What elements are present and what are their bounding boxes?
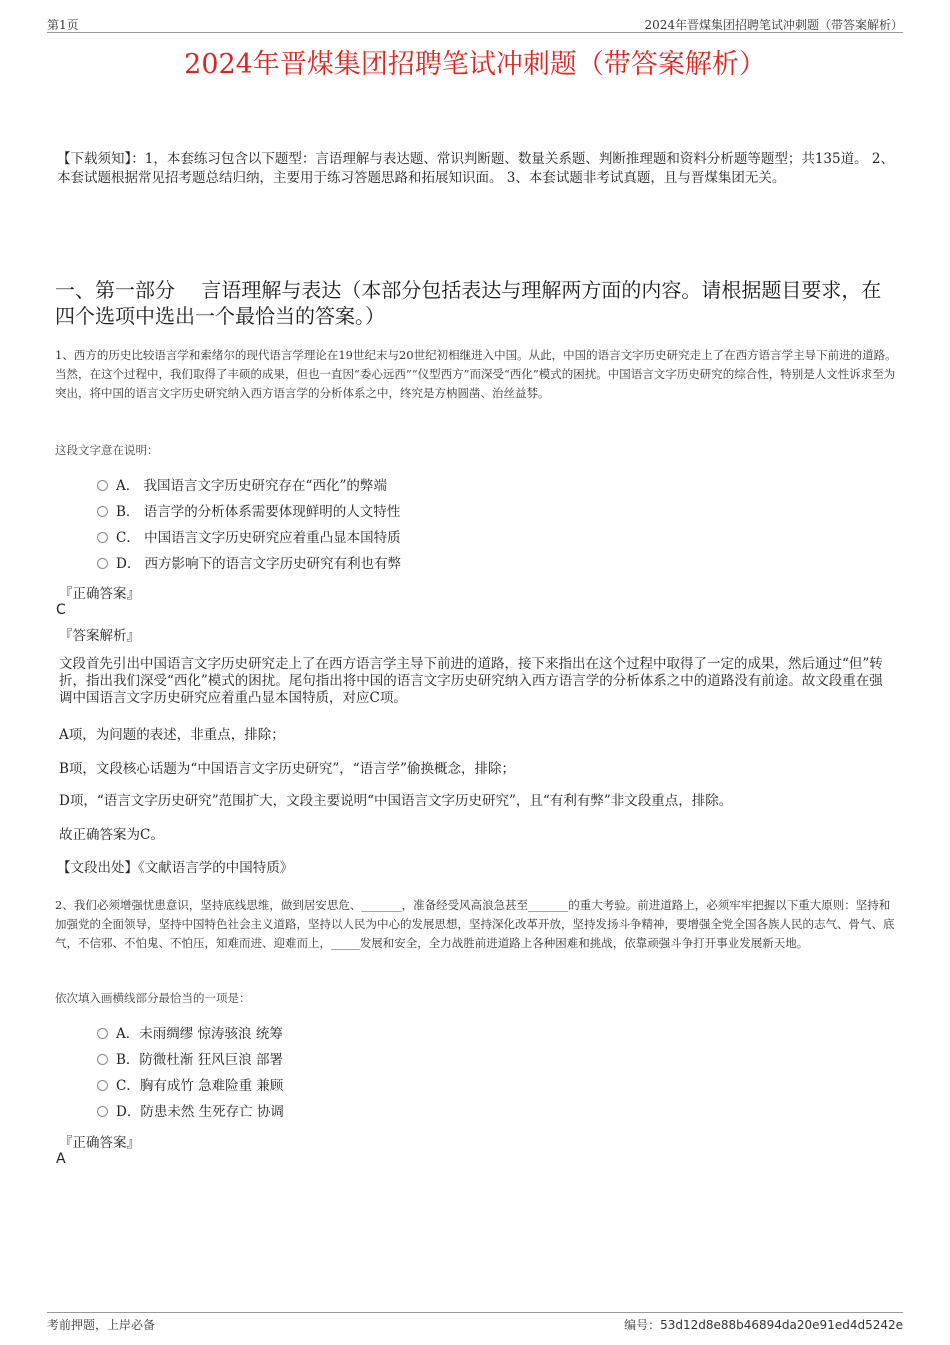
page-number: 第1页 xyxy=(47,18,79,32)
radio-icon[interactable] xyxy=(97,532,108,543)
question-2 xyxy=(55,896,900,953)
radio-icon[interactable] xyxy=(97,480,108,491)
question-1-text: 1、西方的历史比较语言学和索绪尔的现代语言学理论在19世纪末与20世纪初相继进入中国。从此，中国的语言文字历史研究走上了在西方语言学主导下前进的道路。当然，在这个过程中，我们取得了丰硕的成果，但也一直因“委心远西”“仪型西方”而深受“西化”模式的困扰。中国语言文字历史研究的综合性，特别是人文性诉求至为突出，将中国的语言文字历史研究纳入西方语言学的分析体系之中，终究是方枘圆凿、治丝益棼。 xyxy=(55,348,897,400)
question-1 xyxy=(55,346,900,403)
q2-answer: A xyxy=(56,1151,66,1167)
footer-code-value: 53d12d8e88b46894da20e91ed4d5242e xyxy=(660,1318,903,1332)
radio-icon[interactable] xyxy=(97,1080,108,1091)
radio-icon[interactable] xyxy=(97,1054,108,1065)
footer-slogan: 考前押题，上岸必备 xyxy=(47,1318,156,1332)
page-footer xyxy=(47,1312,903,1333)
page-header xyxy=(47,14,903,33)
q1-analysis-main: 文段首先引出中国语言文字历史研究走上了在西方语言学主导下前进的道路，接下来指出在这个过程中取得了一定的成果，然后通过“但”转折，指出我们深受“西化”模式的困扰。尾句指出将中国的语言文字历史研究纳入西方语言学的分析体系之中的道路没有前途。故文段重在强调中国语言文字历史研究应着重凸显本国特质，对应C项。 xyxy=(59,656,883,706)
q1-analysis-a: A项，为问题的表述，非重点，排除； xyxy=(59,727,285,743)
q1-analysis-label: 『答案解析』 xyxy=(59,628,140,644)
question-1-prompt: 这段文字意在说明： xyxy=(55,443,159,457)
q1-source: 【文段出处】《文献语言学的中国特质》 xyxy=(57,860,294,876)
question-2-prompt: 依次填入画横线部分最恰当的一项是： xyxy=(55,991,251,1005)
section-heading: 一、第一部分 言语理解与表达（本部分包括表达与理解两方面的内容。请根据题目要求，在四个选项中选出一个最恰当的答案。） xyxy=(55,278,882,328)
document-title: 2024年晋煤集团招聘笔试冲刺题（带答案解析） xyxy=(184,49,766,80)
question-2-text: 2、我们必须增强忧患意识，坚持底线思维，做到居安思危、_______，准备经受风高浪急甚至_______的重大考验。前进道路上，必须牢牢把握以下重大原则：坚持和加强党的全面领导，坚持中国特色社会主义道路，坚持以人民为中心的发展思想，坚持深化改革开放，坚持发扬斗争精神，要增强全党全国各族人民的志气、骨气、底气，不信邪、不怕鬼、不怕压，知难而进、迎难而上，_____发展和安全，全力战胜前进道路上各种困难和挑战，依靠顽强斗争打开事业发展新天地。 xyxy=(55,898,895,950)
radio-icon[interactable] xyxy=(97,1106,108,1117)
radio-icon[interactable] xyxy=(97,506,108,517)
header-doc-title: 2024年晋煤集团招聘笔试冲刺题（带答案解析） xyxy=(644,18,903,32)
q2-option-b[interactable]: B．防微杜渐 狂风巨浪 部署 xyxy=(97,1050,283,1070)
q1-answer-label: 『正确答案』 xyxy=(59,586,140,602)
download-notice: 【下载须知】：1，本套练习包含以下题型：言语理解与表达题、常识判断题、数量关系题、判断推理题和资料分析题等题型；共135道。 2、本套试题根据常见招考题总结归纳，主要用于练习答题思路和拓展知识面。 3、本套试题非考试真题，且与晋煤集团无关。 xyxy=(57,151,894,186)
q2-answer-label: 『正确答案』 xyxy=(59,1135,140,1151)
footer-code-label: 编号： xyxy=(624,1318,661,1332)
q1-answer: C xyxy=(56,602,66,618)
q1-option-b[interactable]: B． 语言学的分析体系需要体现鲜明的人文特性 xyxy=(97,502,400,522)
radio-icon[interactable] xyxy=(97,558,108,569)
q1-analysis-d: D项，“语言文字历史研究”范围扩大，文段主要说明“中国语言文字历史研究”，且“有利有弊”非文段重点，排除。 xyxy=(59,793,733,809)
q1-option-d[interactable]: D． 西方影响下的语言文字历史研究有利也有弊 xyxy=(97,554,401,574)
q2-option-a[interactable]: A．未雨绸缪 惊涛骇浪 统筹 xyxy=(97,1024,283,1044)
q2-option-d[interactable]: D．防患未然 生死存亡 协调 xyxy=(97,1102,284,1122)
q2-option-c[interactable]: C．胸有成竹 急难险重 兼顾 xyxy=(97,1076,283,1096)
q1-option-c[interactable]: C． 中国语言文字历史研究应着重凸显本国特质 xyxy=(97,528,401,548)
q1-analysis-b: B项，文段核心话题为“中国语言文字历史研究”，“语言学”偷换概念，排除； xyxy=(59,761,516,777)
q1-option-a[interactable]: A． 我国语言文字历史研究存在“西化”的弊端 xyxy=(97,476,387,496)
radio-icon[interactable] xyxy=(97,1028,108,1039)
q1-analysis-conclusion: 故正确答案为C。 xyxy=(59,827,164,843)
footer-code xyxy=(624,1316,903,1333)
